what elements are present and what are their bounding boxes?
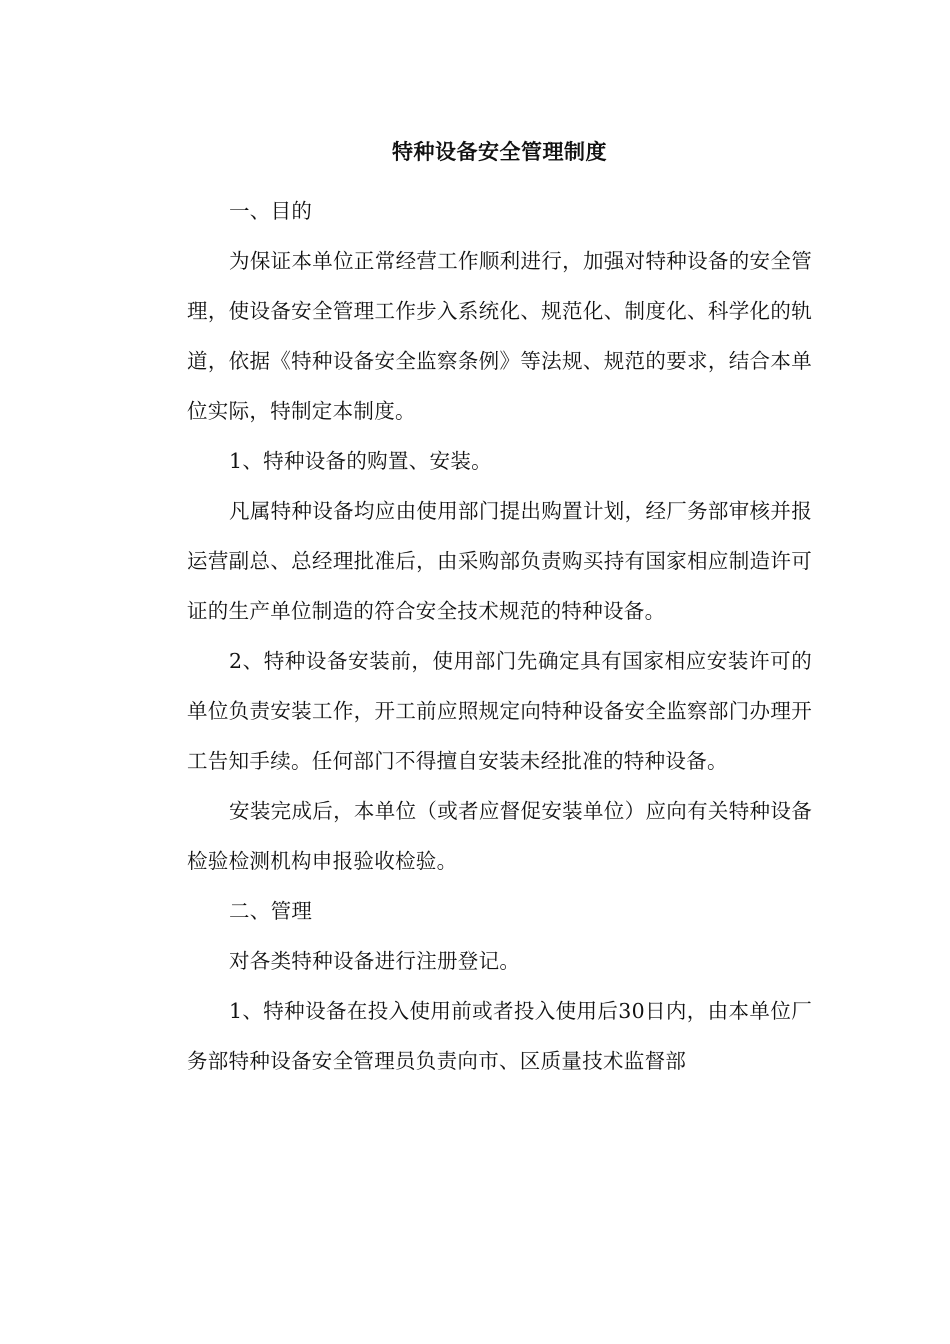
paragraph-purchase: 凡属特种设备均应由使用部门提出购置计划，经厂务部审核并报运营副总、总经理批准后，由采购部负责购买持有国家相应制造许可证的生产单位制造的符合安全技术规范的特种设备。: [187, 499, 812, 623]
paragraph-purpose: 为保证本单位正常经营工作顺利进行，加强对特种设备的安全管理，使设备安全管理工作步入系统化、规范化、制度化、科学化的轨道，依据《特种设备安全监察条例》等法规、规范的要求，结合本单位实际，特制定本制度。: [187, 249, 812, 423]
paragraph-registration-item-1: 1、特种设备在投入使用前或者投入使用后30日内，由本单位厂务部特种设备安全管理员负责向市、区质量技术监督部: [187, 999, 812, 1073]
paragraph-install: 2、特种设备安装前，使用部门先确定具有国家相应安装许可的单位负责安装工作，开工前应照规定向特种设备安全监察部门办理开工告知手续。任何部门不得擅自安装未经批准的特种设备。: [187, 649, 812, 773]
document-title: 特种设备安全管理制度: [392, 140, 607, 164]
section-heading-management: 二、管理: [229, 899, 313, 923]
paragraph-inspection: 安装完成后，本单位（或者应督促安装单位）应向有关特种设备检验检测机构申报验收检验。: [187, 799, 812, 873]
section-heading-purpose: 一、目的: [229, 199, 313, 223]
title-spacer: [187, 174, 812, 186]
document-body: [187, 130, 812, 1086]
paragraph-registration: 对各类特种设备进行注册登记。: [229, 949, 521, 973]
item-1-purchase-install: 1、特种设备的购置、安装。: [229, 449, 492, 473]
